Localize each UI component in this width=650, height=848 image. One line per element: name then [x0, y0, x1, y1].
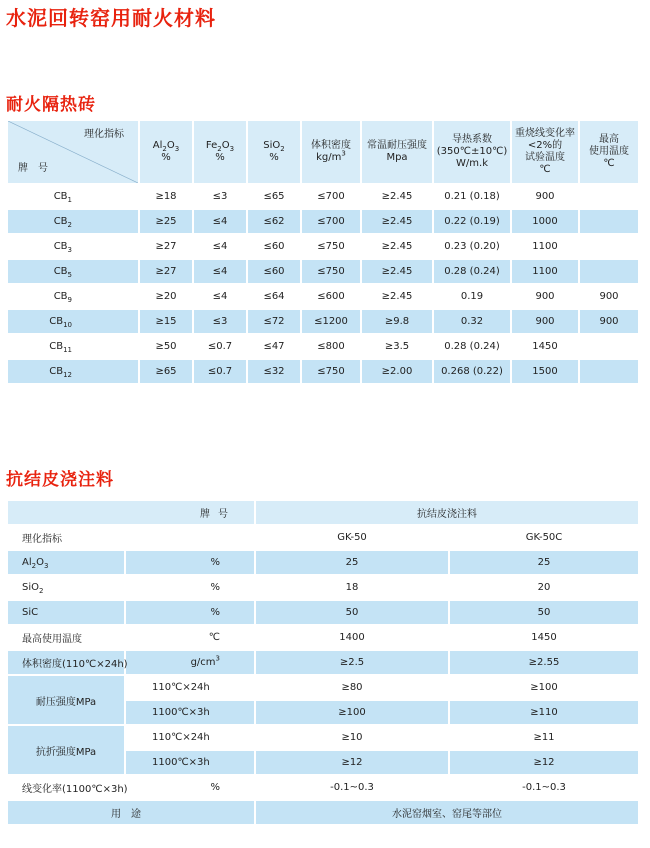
brand-cell: $CB_9$ — [8, 285, 140, 310]
al2o3-cell: ≥27 — [140, 260, 194, 285]
table-row — [8, 576, 640, 601]
row-condition: 110℃×24h — [126, 726, 256, 751]
brand-cell: $CB_3$ — [8, 235, 140, 260]
brand-cell: $CB_{12}$ — [8, 360, 140, 385]
maxtemp-cell: 900 — [580, 310, 640, 335]
sio2-cell: ≤32 — [248, 360, 302, 385]
al2o3-cell: ≥20 — [140, 285, 194, 310]
density-cell: ≤600 — [302, 285, 362, 310]
table-row — [8, 551, 640, 576]
value-usage: 水泥窑烟室、窑尾等部位 — [256, 801, 640, 826]
change-cell: 1450 — [512, 335, 580, 360]
row-unit: % — [126, 776, 256, 801]
row-label-max-temp: 最高使用温度 — [8, 626, 126, 651]
change-cell: 1000 — [512, 210, 580, 235]
corner-header-cell — [8, 121, 140, 185]
al2o3-cell: ≥27 — [140, 235, 194, 260]
change-cell: 1100 — [512, 260, 580, 285]
value-gk50: 25 — [256, 551, 450, 576]
corner-label-brand: 牌号 — [18, 163, 58, 174]
density-cell: ≤700 — [302, 210, 362, 235]
table-row — [8, 310, 640, 335]
value-gk50: 50 — [256, 601, 450, 626]
conductivity-cell: 0.32 — [434, 310, 512, 335]
header-fe2o3: $Fe_2O_3$ % — [194, 121, 248, 185]
brand-cell: $CB_{11}$ — [8, 335, 140, 360]
strength-cell: ≥3.5 — [362, 335, 434, 360]
density-cell: ≤750 — [302, 360, 362, 385]
header-reheat-change: 重烧线变化率 <2%的 试验温度 ℃ — [512, 121, 580, 185]
value-gk50c: ≥110 — [450, 701, 640, 726]
table-row — [8, 801, 640, 826]
header-compressive-strength: 常温耐压强度 Mpa — [362, 121, 434, 185]
value-gk50c: 1450 — [450, 626, 640, 651]
table-header-row — [8, 121, 640, 185]
change-cell: 900 — [512, 185, 580, 210]
change-cell: 900 — [512, 310, 580, 335]
maxtemp-cell — [580, 360, 640, 385]
row-condition: 1100℃×3h — [126, 701, 256, 726]
sio2-cell: ≤47 — [248, 335, 302, 360]
row-unit: % — [126, 551, 256, 576]
maxtemp-cell — [580, 235, 640, 260]
row-label-sio2: SiO$_2$ — [8, 576, 126, 601]
table-row — [8, 626, 640, 651]
al2o3-cell: ≥50 — [140, 335, 194, 360]
row-label-al2o3: $Al_2O_3$ — [8, 551, 126, 576]
row-unit: % — [126, 576, 256, 601]
change-cell: 1100 — [512, 235, 580, 260]
value-gk50: ≥80 — [256, 676, 450, 701]
value-gk50c: ≥100 — [450, 676, 640, 701]
value-gk50c: 50 — [450, 601, 640, 626]
density-cell: ≤700 — [302, 185, 362, 210]
maxtemp-cell — [580, 335, 640, 360]
fe2o3-cell: ≤4 — [194, 210, 248, 235]
product-label: 抗结皮浇注料 — [256, 501, 640, 526]
sio2-cell: ≤60 — [248, 260, 302, 285]
maxtemp-cell: 900 — [580, 285, 640, 310]
col-gk50c: GK-50C — [450, 526, 640, 551]
conductivity-cell: 0.28 (0.24) — [434, 335, 512, 360]
sio2-cell: ≤64 — [248, 285, 302, 310]
table-row — [8, 360, 640, 385]
value-gk50: -0.1~0.3 — [256, 776, 450, 801]
row-condition: 1100℃×3h — [126, 751, 256, 776]
strength-cell: ≥2.45 — [362, 260, 434, 285]
brand-cell: $CB_2$ — [8, 210, 140, 235]
value-gk50: 1400 — [256, 626, 450, 651]
row-label-compressive: 耐压强度MPa — [8, 676, 126, 726]
value-gk50c: 25 — [450, 551, 640, 576]
row-label-line-change: 线变化率(1100℃×3h) — [8, 776, 126, 801]
brand-cell: $CB_{10}$ — [8, 310, 140, 335]
strength-cell: ≥9.8 — [362, 310, 434, 335]
header-max-temp: 最高 使用温度 ℃ — [580, 121, 640, 185]
al2o3-cell: ≥15 — [140, 310, 194, 335]
value-gk50: ≥2.5 — [256, 651, 450, 676]
table-row — [8, 335, 640, 360]
table-row — [8, 651, 640, 676]
strength-cell: ≥2.00 — [362, 360, 434, 385]
fe2o3-cell: ≤3 — [194, 185, 248, 210]
section-title-insulating-brick: 耐火隔热砖 — [6, 95, 96, 115]
brand-cell: $CB_5$ — [8, 260, 140, 285]
strength-cell: ≥2.45 — [362, 185, 434, 210]
index-label: 理化指标 — [8, 526, 256, 551]
maxtemp-cell — [580, 210, 640, 235]
header-sio2: SiO$_2$ % — [248, 121, 302, 185]
fe2o3-cell: ≤3 — [194, 310, 248, 335]
row-condition: 110℃×24h — [126, 676, 256, 701]
row-label-usage: 用途 — [8, 801, 256, 826]
table-row — [8, 285, 640, 310]
conductivity-cell: 0.21 (0.18) — [434, 185, 512, 210]
value-gk50c: -0.1~0.3 — [450, 776, 640, 801]
corner-label-properties: 理化指标 — [84, 129, 124, 140]
col-gk50: GK-50 — [256, 526, 450, 551]
header-thermal-conductivity: 导热系数 (350℃±10℃) W/m.k — [434, 121, 512, 185]
fe2o3-cell: ≤4 — [194, 285, 248, 310]
value-gk50: 18 — [256, 576, 450, 601]
table-row — [8, 210, 640, 235]
anti-skinning-castable-table — [8, 501, 640, 826]
value-gk50c: ≥11 — [450, 726, 640, 751]
density-cell: ≤750 — [302, 235, 362, 260]
table-row — [8, 260, 640, 285]
table-row — [8, 501, 640, 526]
row-label-density: 体积密度(110℃×24h) — [8, 651, 126, 676]
density-cell: ≤750 — [302, 260, 362, 285]
sio2-cell: ≤62 — [248, 210, 302, 235]
fe2o3-cell: ≤4 — [194, 260, 248, 285]
header-al2o3: $Al_2O_3$ % — [140, 121, 194, 185]
table-row — [8, 526, 640, 551]
sio2-cell: ≤72 — [248, 310, 302, 335]
strength-cell: ≥2.45 — [362, 285, 434, 310]
fe2o3-cell: ≤4 — [194, 235, 248, 260]
row-unit: $g/cm^3$ — [126, 651, 256, 676]
sio2-cell: ≤65 — [248, 185, 302, 210]
page-title: 水泥回转窑用耐火材料 — [6, 6, 216, 30]
conductivity-cell: 0.19 — [434, 285, 512, 310]
row-unit: ℃ — [126, 626, 256, 651]
strength-cell: ≥2.45 — [362, 235, 434, 260]
conductivity-cell: 0.28 (0.24) — [434, 260, 512, 285]
table-row — [8, 235, 640, 260]
strength-cell: ≥2.45 — [362, 210, 434, 235]
value-gk50c: ≥12 — [450, 751, 640, 776]
section-title-anti-skinning-castable: 抗结皮浇注料 — [6, 470, 114, 490]
table-row — [8, 776, 640, 801]
table-row — [8, 601, 640, 626]
row-unit: % — [126, 601, 256, 626]
row-label-sic: SiC — [8, 601, 126, 626]
brand-label: 牌号 — [8, 501, 256, 526]
al2o3-cell: ≥25 — [140, 210, 194, 235]
value-gk50c: 20 — [450, 576, 640, 601]
table-row — [8, 185, 640, 210]
conductivity-cell: 0.268 (0.22) — [434, 360, 512, 385]
value-gk50: ≥100 — [256, 701, 450, 726]
row-label-flexural: 抗折强度MPa — [8, 726, 126, 776]
value-gk50: ≥12 — [256, 751, 450, 776]
brand-cell: $CB_1$ — [8, 185, 140, 210]
table-row — [8, 676, 640, 701]
density-cell: ≤1200 — [302, 310, 362, 335]
table-row — [8, 726, 640, 751]
header-density: 体积密度 $kg/m^3$ — [302, 121, 362, 185]
maxtemp-cell — [580, 260, 640, 285]
al2o3-cell: ≥18 — [140, 185, 194, 210]
fe2o3-cell: ≤0.7 — [194, 360, 248, 385]
fe2o3-cell: ≤0.7 — [194, 335, 248, 360]
conductivity-cell: 0.23 (0.20) — [434, 235, 512, 260]
insulating-brick-table — [8, 121, 640, 385]
density-cell: ≤800 — [302, 335, 362, 360]
maxtemp-cell — [580, 185, 640, 210]
value-gk50c: ≥2.55 — [450, 651, 640, 676]
change-cell: 1500 — [512, 360, 580, 385]
sio2-cell: ≤60 — [248, 235, 302, 260]
al2o3-cell: ≥65 — [140, 360, 194, 385]
change-cell: 900 — [512, 285, 580, 310]
value-gk50: ≥10 — [256, 726, 450, 751]
conductivity-cell: 0.22 (0.19) — [434, 210, 512, 235]
